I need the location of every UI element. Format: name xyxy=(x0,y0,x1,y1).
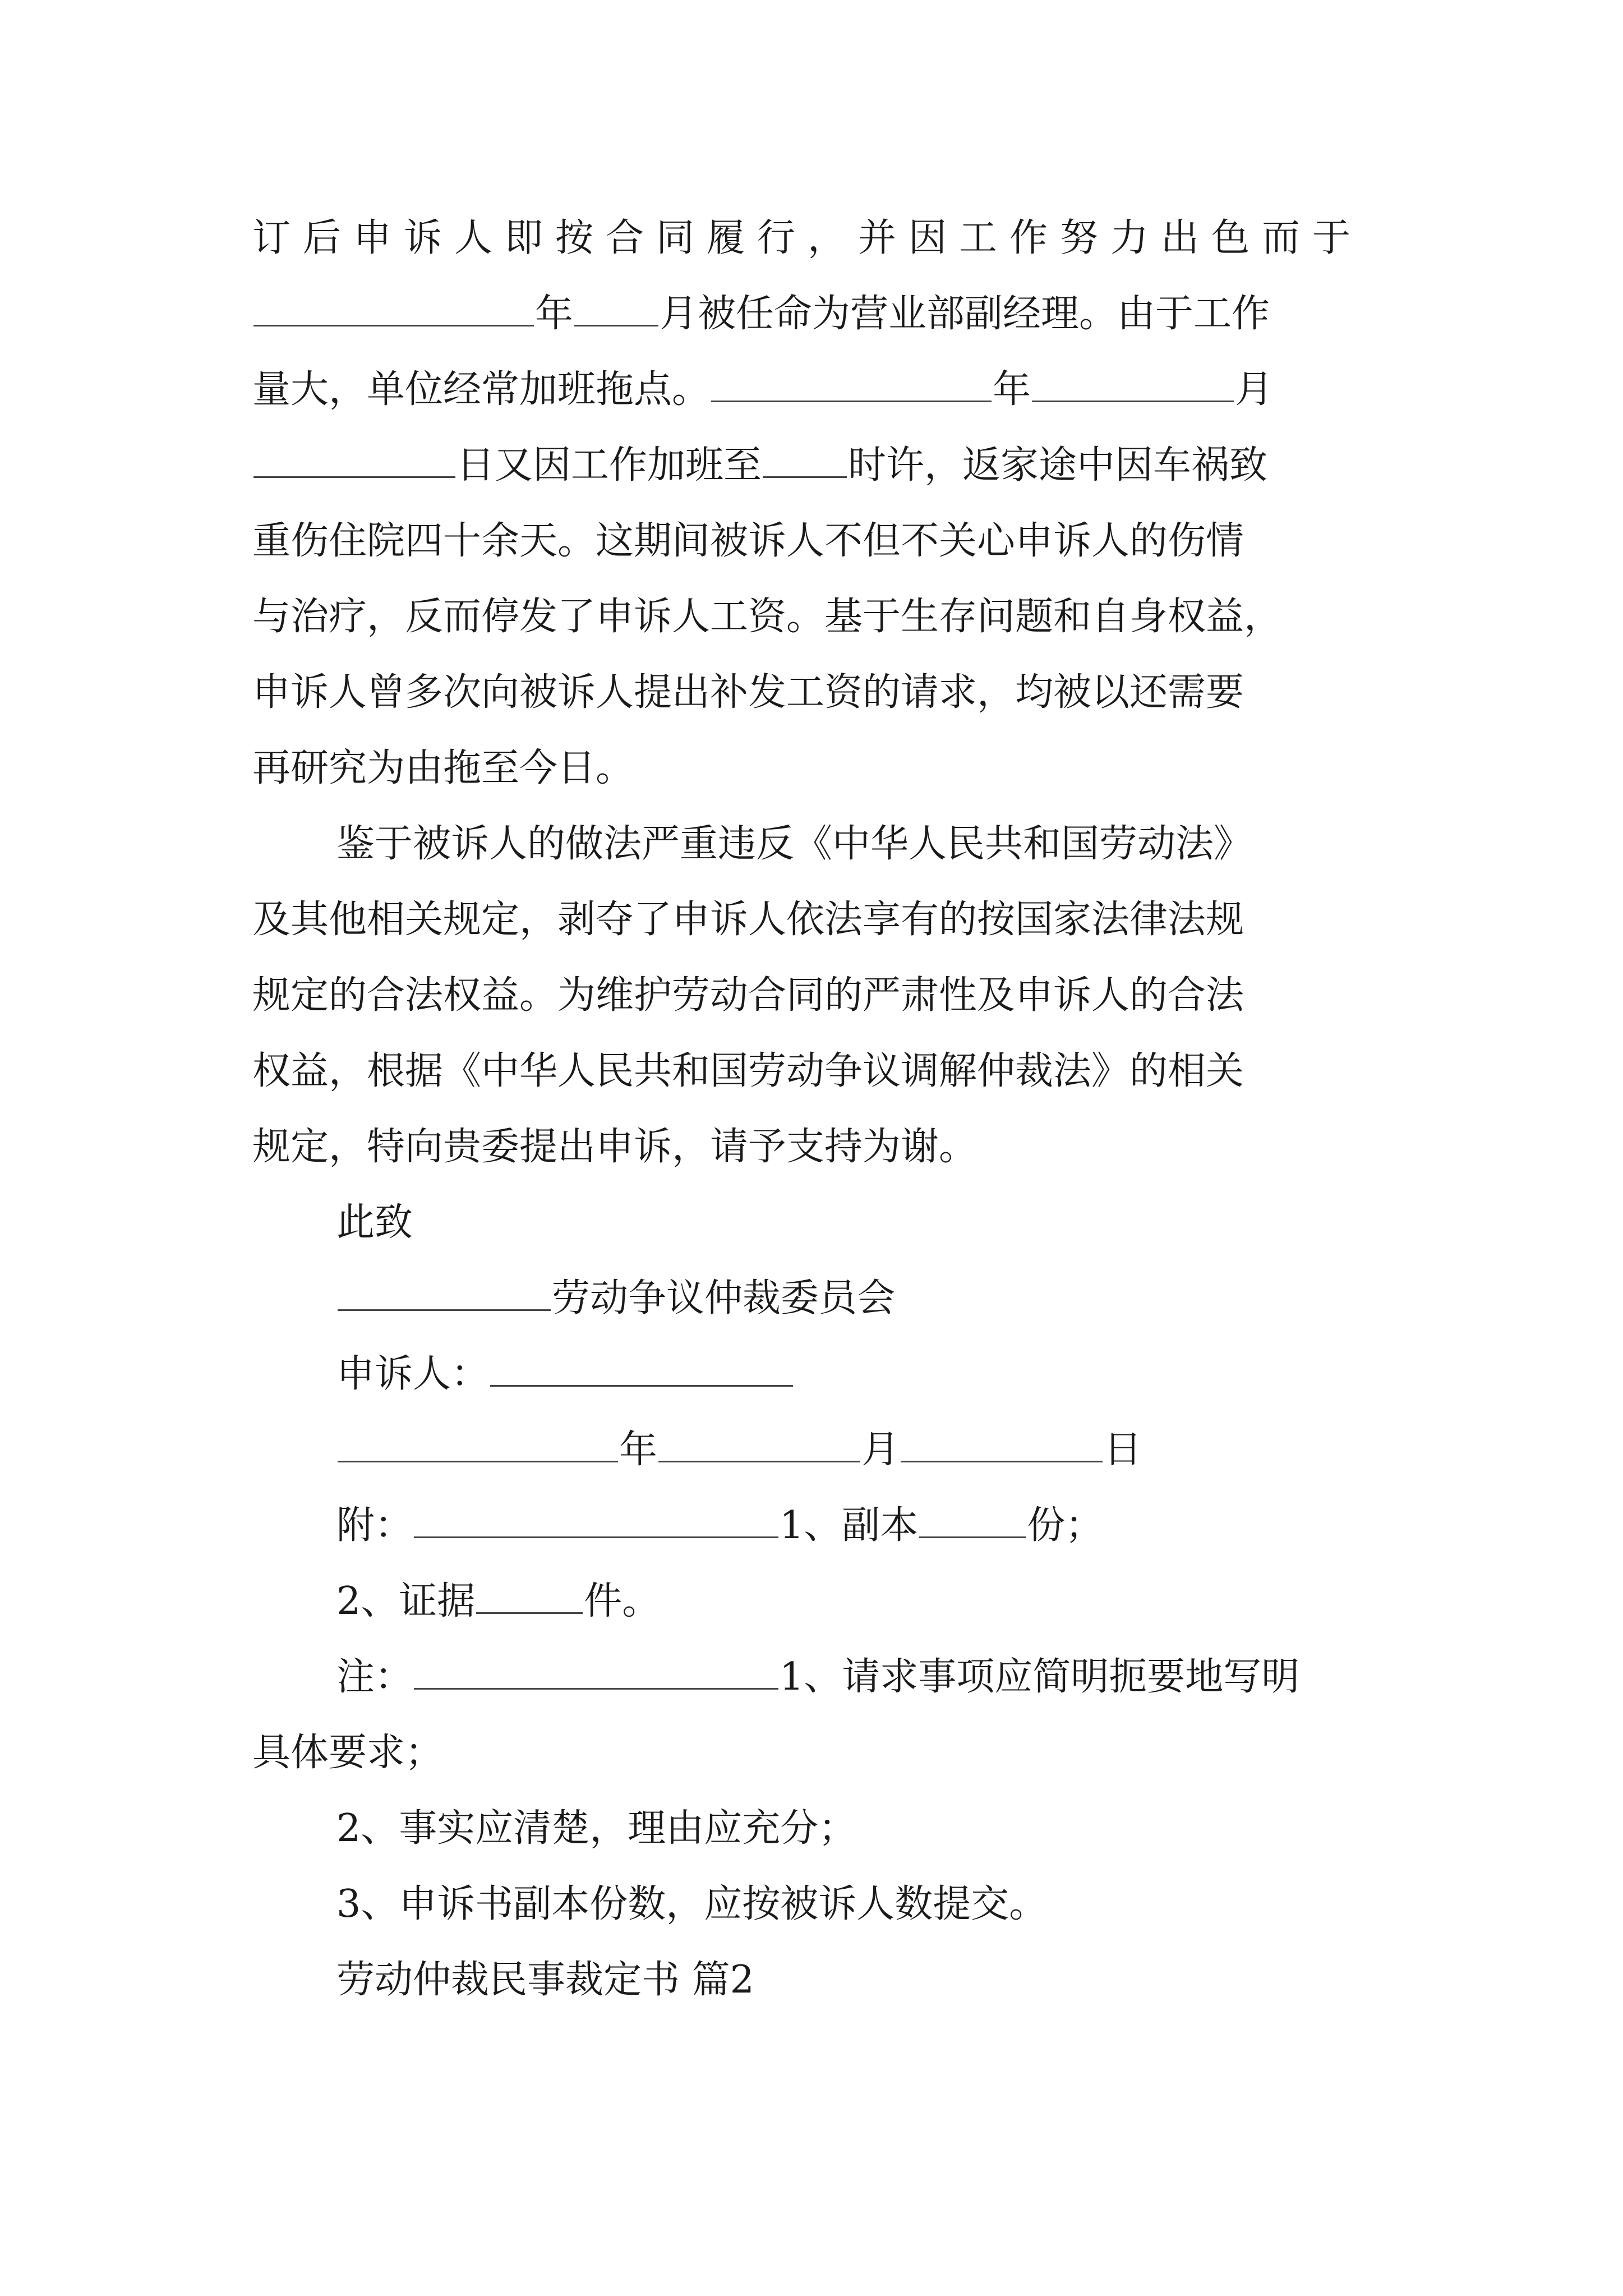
text-line: 重伤住院四十余天。这期间被诉人不但不关心申诉人的伤情 xyxy=(252,519,1244,563)
text: 时许，返家途中因车祸致 xyxy=(848,443,1268,487)
text: 年 xyxy=(993,367,1031,412)
text: 年 xyxy=(535,292,574,336)
notes-line: 2、事实应清楚，理由应充分； xyxy=(336,1806,857,1851)
text: 2、证据 xyxy=(336,1579,476,1623)
text: 1、副本 xyxy=(780,1503,919,1548)
text: 日又因工作加班至 xyxy=(457,443,762,487)
text-line: 与治疗，反而停发了申诉人工资。基于生存问题和自身权益， xyxy=(252,595,1283,639)
text-line xyxy=(252,365,1391,415)
attachments-line xyxy=(336,1576,1391,1627)
notes-line xyxy=(336,1652,1391,1703)
blank-field xyxy=(338,1274,551,1311)
text: 1、请求事项应简明扼要地写明 xyxy=(780,1655,1300,1699)
attachments-line xyxy=(336,1501,1391,1551)
blank-field xyxy=(901,1426,1103,1462)
blank-field xyxy=(414,1653,778,1690)
notes-line: 具体要求； xyxy=(252,1731,444,1775)
text-line: 及其他相关规定，剥夺了申诉人依法享有的按国家法律法规 xyxy=(252,898,1244,942)
blank-field xyxy=(490,1350,793,1387)
text: 日 xyxy=(1104,1428,1142,1472)
text-line xyxy=(252,289,1391,339)
blank-field xyxy=(338,1426,618,1462)
text: 月 xyxy=(1235,367,1274,412)
text-line: 申诉人曾多次向被诉人提出补发工资的请求，均被以还需要 xyxy=(252,670,1244,715)
text-line: 规定，特向贵委提出申诉，请予支持为谢。 xyxy=(252,1125,978,1169)
text-line xyxy=(252,440,1391,491)
attachments-label: 附： xyxy=(336,1503,413,1548)
blank-field xyxy=(476,1577,583,1614)
blank-field xyxy=(711,366,992,402)
greeting: 此致 xyxy=(336,1200,413,1245)
blank-field xyxy=(253,441,455,478)
text: 月被任命为营业部副经理。由于工作 xyxy=(660,292,1270,336)
blank-field xyxy=(763,441,847,478)
section-heading: 劳动仲裁民事裁定书 篇2 xyxy=(336,1958,754,2002)
blank-field xyxy=(919,1502,1026,1538)
notes-label: 注： xyxy=(336,1655,413,1699)
text: 量大，单位经常加班拖点。 xyxy=(252,367,711,412)
blank-field xyxy=(658,1426,860,1462)
notes-line: 3、申诉书副本份数，应按被诉人数提交。 xyxy=(336,1882,1048,1926)
text-line: 订后申诉人即按合同履行，并因工作努力出色而于 xyxy=(252,216,1363,260)
addressee-line xyxy=(336,1273,1391,1324)
blank-field xyxy=(253,290,534,326)
applicant-line xyxy=(336,1349,1391,1400)
applicant-label: 申诉人： xyxy=(336,1352,490,1396)
text: 年 xyxy=(619,1428,658,1472)
blank-field xyxy=(1032,366,1234,402)
text-line: 规定的合法权益。为维护劳动合同的严肃性及申诉人的合法 xyxy=(252,973,1244,1018)
text: 件。 xyxy=(584,1579,661,1623)
text: 份； xyxy=(1027,1503,1104,1548)
text-line: 权益，根据《中华人民共和国劳动争议调解仲裁法》的相关 xyxy=(252,1049,1244,1093)
text-line: 再研究为由拖至今日。 xyxy=(252,746,634,790)
date-line xyxy=(336,1425,1391,1475)
committee-name: 劳动争议仲裁委员会 xyxy=(552,1276,896,1320)
blank-field xyxy=(574,290,658,326)
text-line: 鉴于被诉人的做法严重违反《中华人民共和国劳动法》 xyxy=(336,822,1252,866)
text: 月 xyxy=(861,1428,900,1472)
blank-field xyxy=(414,1502,778,1538)
